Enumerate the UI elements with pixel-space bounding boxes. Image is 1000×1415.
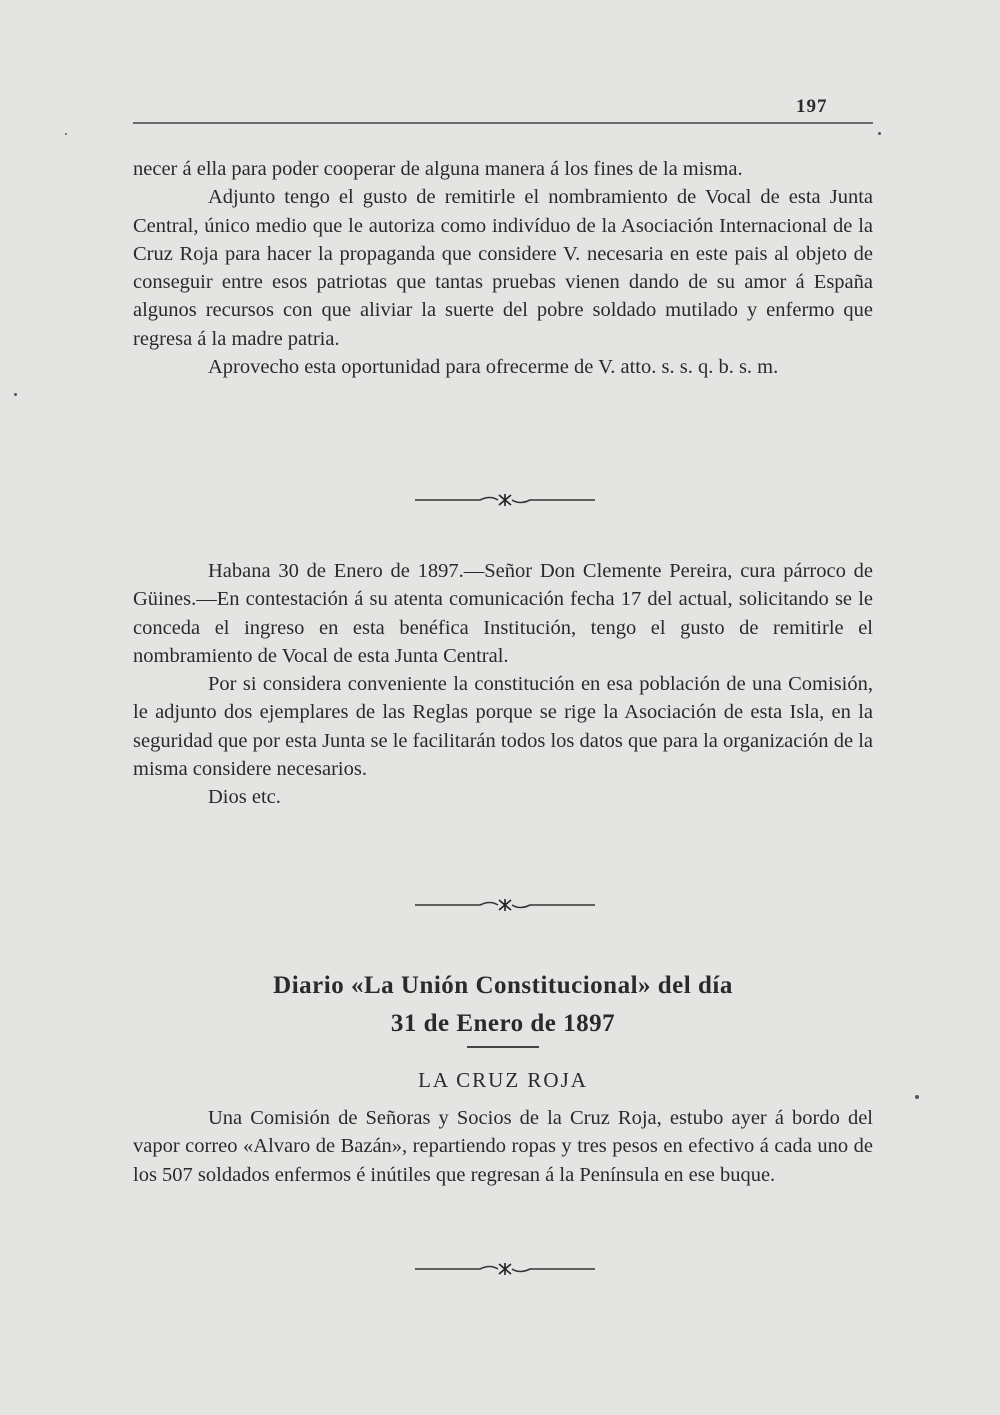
paragraph-3: Aprovecho esta oportunidad para ofrecerme de V. atto. s. s. q. b. s. m. [208, 356, 779, 379]
section-letter-2 [133, 557, 873, 812]
paper-speck [14, 393, 17, 396]
article-heading-line-2: 31 de Enero de 1897 [390, 1010, 616, 1037]
paper-speck [915, 1095, 919, 1099]
paragraph-2: Adjunto tengo el gusto de remitirle el nombramiento de Vocal de esta Junta Central, único medio que le autoriza como indivíduo de la Asociación Internacional de la Cruz Roja para hacer la propaganda que considere V. necesaria en este pais al objeto de conseguir entre esos patriotas que tantas pruebas vienen dando de su amor á España algunos recursos con que aliviar la suerte del pobre soldado mutilado y enfermo que regresa á la madre patria. [133, 186, 873, 350]
page-number: 197 [796, 96, 828, 117]
paper-speck [878, 132, 881, 135]
section-divider-ornament [410, 898, 600, 912]
section-divider-ornament [410, 1262, 600, 1276]
article-subheading: LA CRUZ ROJA [418, 1068, 588, 1092]
paragraph-1: necer á ella para poder cooperar de alguna manera á los fines de la misma. [133, 158, 743, 180]
header-rule [133, 122, 873, 124]
section-letter-1 [133, 155, 873, 381]
section-divider-ornament [410, 493, 600, 507]
paragraph-5: Por si considera conveniente la constitución en esa población de una Comisión, le adjunto dos ejemplares de las Reglas porque se rige la Asociación de esta Isla, en la seguridad que por esta Junta se le facilitarán todos los datos que para la organización de la misma considere necesarios. [133, 673, 873, 781]
heading-rule [467, 1046, 539, 1048]
article-heading-line-1: Diario «La Unión Constitucional» del día [273, 972, 733, 999]
paragraph-6: Una Comisión de Señoras y Socios de la Cruz Roja, estubo ayer á bordo del vapor correo «Alvaro de Bazán», repartiendo ropas y tres pesos en efectivo á cada uno de los 507 soldados enfermos é inútiles que regresan á la Península en ese buque. [133, 1107, 873, 1186]
paragraph-4: Habana 30 de Enero de 1897.—Señor Don Clemente Pereira, cura párroco de Güines.—En contestación á su atenta comunicación fecha 17 del actual, solicitando se le conceda el ingreso en esta benéfica Institución, tengo el gusto de remitirle el nombramiento de Vocal de esta Junta Central. [133, 560, 873, 667]
section-article [133, 1104, 873, 1189]
closing-line: Dios etc. [208, 786, 281, 809]
paper-speck [65, 133, 67, 135]
